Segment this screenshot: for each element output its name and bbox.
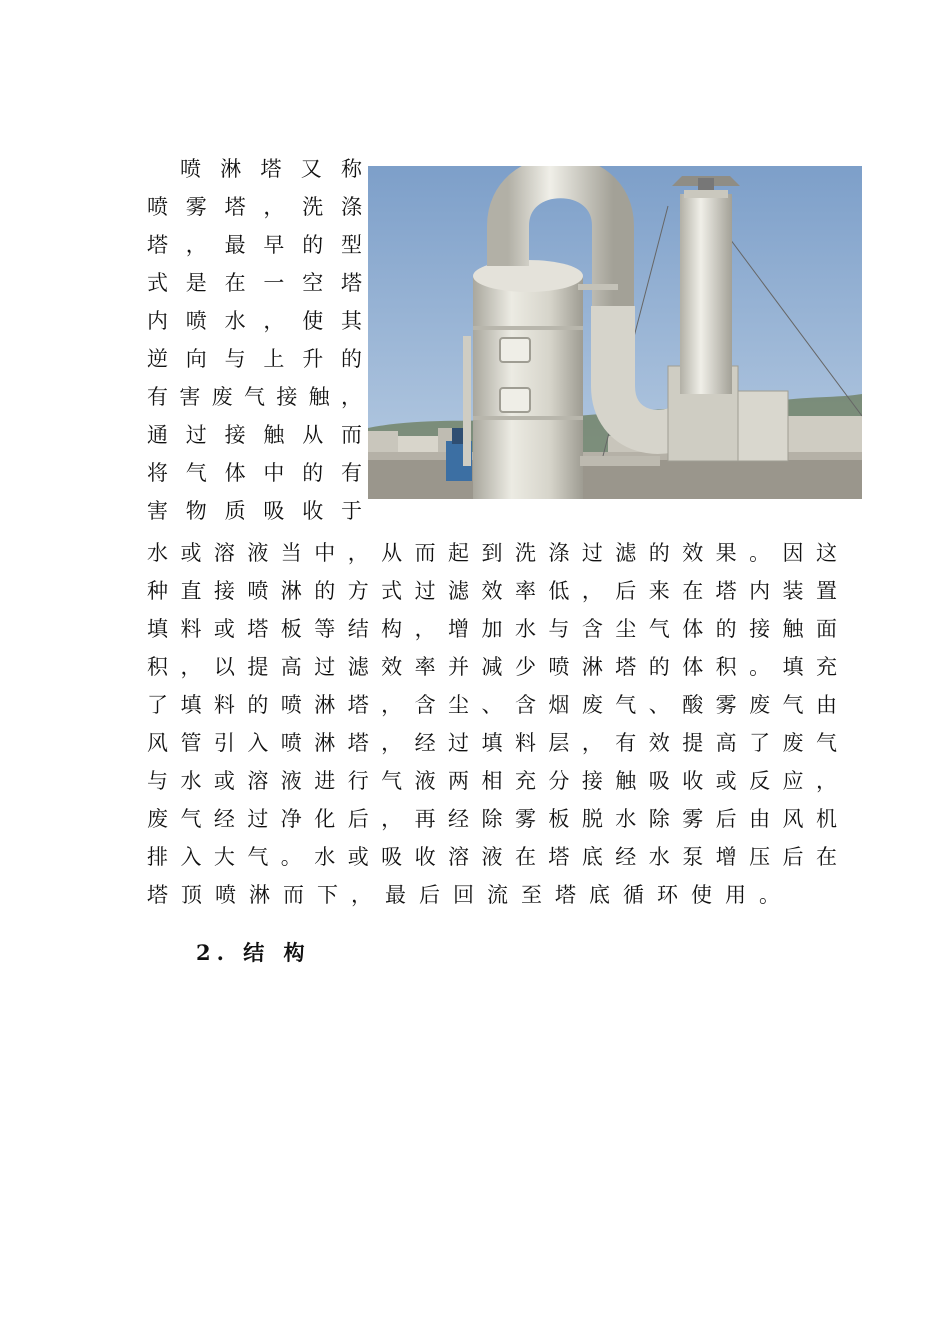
text-line: 通过接触从而 — [147, 423, 362, 447]
text-line: 将气体中的有 — [147, 461, 362, 485]
section-heading: 2. 结 构 — [196, 940, 311, 965]
text-line: 逆向与上升的 — [147, 347, 362, 371]
text-line: 式是在一空塔 — [147, 271, 362, 295]
text-line: 喷雾塔，洗涤 — [147, 195, 362, 219]
text-line: 与水或溶液进行气液两相充分接触吸收或反应， — [147, 769, 837, 793]
text-line: 塔，最早的型 — [147, 233, 362, 257]
text-line: 积，以提高过滤效率并减少喷淋塔的体积。填充 — [147, 655, 837, 679]
text-line: 害物质吸收于 — [147, 499, 362, 523]
text-line: 种直接喷淋的方式过滤效率低，后来在塔内装置 — [147, 579, 837, 603]
text-line: 了填料的喷淋塔，含尘、含烟废气、酸雾废气由 — [147, 693, 837, 717]
text-line: 塔顶喷淋而下，最后回流至塔底循环使用。 — [147, 883, 793, 907]
paragraph-full-block — [147, 534, 837, 914]
text-line: 废气经过净化后，再经除雾板脱水除雾后由风机 — [147, 807, 837, 831]
text-line: 风管引入喷淋塔，经过填料层，有效提高了废气 — [147, 731, 837, 755]
paragraph-side-block — [147, 150, 362, 530]
text-line: 填料或塔板等结构，增加水与含尘气体的接触面 — [147, 617, 837, 641]
text-line: 有害废气接触， — [147, 385, 362, 409]
text-line: 排入大气。水或吸收溶液在塔底经水泵增压后在 — [147, 845, 837, 869]
text-line: 水或溶液当中，从而起到洗涤过滤的效果。因这 — [147, 541, 837, 565]
spray-tower-photo — [368, 166, 862, 499]
text-line: 内喷水，使其 — [147, 309, 362, 333]
text-line: 喷淋塔又称 — [180, 157, 362, 181]
